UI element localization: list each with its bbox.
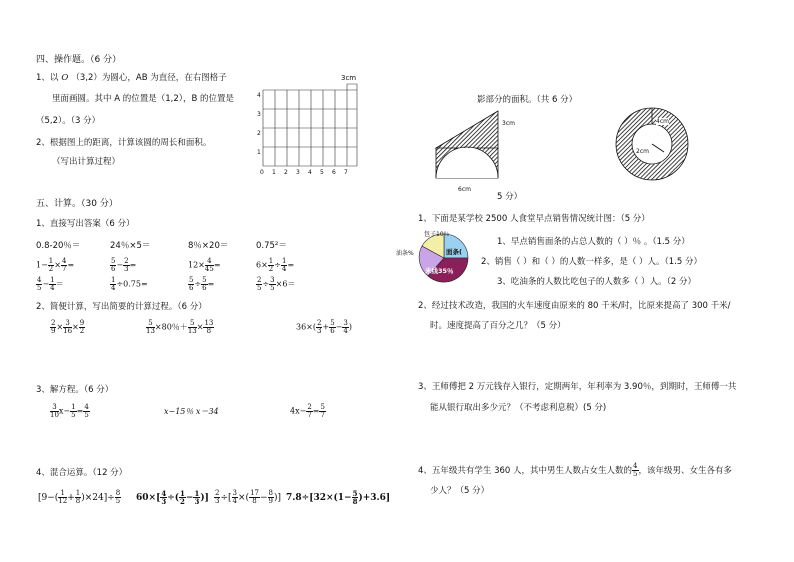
mixed-2: 60×[ $\frac{4}{3}$ ÷( $\frac{1}{2}$ − $\frac{1}{3}$ )] (136, 489, 209, 506)
calc-11: $\frac{5}{6}$ ÷ $\frac{5}{6}$ = (189, 276, 215, 292)
grid-y-axis (257, 86, 261, 162)
pie-label-baozi: 包子10％ (424, 231, 450, 238)
pie-sub2: 2、销售（ ）和（ ）的人数一样多，是（ ）人。（1.5 分） (481, 257, 702, 267)
calc-8-op: ÷ (274, 260, 281, 270)
calc-8: 6× $\frac{1}{2}$ ÷ $\frac{1}{4}$ = (256, 257, 295, 273)
mixed-4: 7.8÷[32×(1− $\frac{5}{8}$ )+3.6] (286, 489, 391, 506)
part2-title: 2、简便计算，写出简要的计算过程。（6 分） (36, 302, 207, 312)
q4-students-l2: 少人？（5 分） (430, 486, 490, 496)
ring-inner-label: 2cm (636, 148, 649, 155)
calc-6: $\frac{5}{6}$ − $\frac{2}{3}$ = (111, 257, 137, 273)
semicircle-label: 6cm (458, 186, 471, 193)
q4-text-b: ，该年级男、女生各有多 (638, 466, 733, 476)
q2-line1: 2、根据图上的距离，计算该圆的周长和面积。 (36, 138, 212, 148)
calc-3: 8％×20＝ (188, 241, 229, 251)
grid-scale-label: 3cm (341, 74, 357, 82)
grid-x-1: 1 (272, 169, 276, 176)
pie-sub1: 1、早点销售面条的占总人数的（ ）％ 。（1.5 分） (497, 237, 690, 247)
grid-y-2: 2 (257, 130, 261, 137)
simplify-3-pre: 36×( (296, 322, 317, 332)
calc-2: 24％×5＝ (110, 241, 151, 251)
q3-bank-l2: 能从银行取出多少元？（不考虑利息税）(5 分) (430, 403, 607, 413)
simplify-2: $\frac{5}{13}$ ×80％＋ $\frac{5}{13}$ × $\frac{13}{8}$ (146, 319, 214, 335)
grid-x-2: 2 (284, 169, 288, 176)
calc-8-eq: = (287, 260, 295, 270)
q1-prefix: 1、以 (36, 73, 59, 83)
pie-label-mian: 面条( (446, 248, 462, 256)
q2-speed-l2: 时。速度提高了百分之几？（5 分） (430, 321, 566, 331)
equation-2: x−15％ x＝34 (164, 407, 219, 416)
equation-3-pre: 4x− (290, 406, 307, 416)
grid-x-7: 7 (344, 169, 348, 176)
stray-score: 5 分） (497, 192, 523, 202)
calc-8-a: 6× (256, 260, 268, 270)
section5-title: 五、计算。（30 分） (36, 199, 118, 209)
grid-y-4: 4 (257, 92, 261, 99)
pie-label-youtiao: 油条% (396, 250, 414, 257)
calc-7: 12× $\frac{4}{45}$ = (188, 257, 221, 273)
q2-speed-l1: 2、经过技术改造，我国的火车速度由原来的 80 千米/时，比原来提高了 300 千米/ (418, 301, 731, 311)
part3-title: 3、解方程。（6 分） (36, 385, 114, 395)
trapezoid-label: 3cm (502, 120, 515, 127)
grid-x-6: 6 (332, 169, 336, 176)
grid-y-1: 1 (257, 149, 261, 156)
mixed-2-pre: 60× (136, 493, 157, 503)
calc-5-a: 1− (36, 260, 48, 270)
equation-1: $\frac{3}{10}$ x− $\frac{1}{5}$ = $\frac{4}{5}$ (50, 403, 89, 419)
shaded-area-title: 影部分的面积。（共 6 分） (477, 95, 578, 105)
grid-y-3: 3 (257, 111, 261, 118)
calc-9: $\frac{4}{5}$ − $\frac{1}{4}$ ＝ (37, 276, 64, 292)
q4-text-a: 4、五年级共有学生 360 人，其中男生人数占女生人数的 (418, 466, 633, 476)
part1-title: 1、直接写出答案（6 分） (36, 219, 135, 229)
grid-x-0: 0 (260, 169, 264, 176)
ring-outer-label: 4cm (656, 118, 669, 125)
calc-1: 0.8-20％＝ (36, 241, 81, 251)
coordinate-grid (255, 76, 365, 178)
calc-5-eq: = (67, 260, 75, 270)
q1-rest: （3,2）为圆心，AB 为直径，在右图格子 (71, 73, 227, 83)
mixed-4-pre: 7.8÷ (286, 493, 310, 503)
trapezoid-semicircle-figure (428, 103, 528, 198)
mixed-1: [9−( $\frac{1}{12}$ + $\frac{1}{8}$ )×24]÷ $\frac{8}{5}$ (38, 489, 121, 505)
part4-title: 4、混合运算。（12 分） (36, 468, 128, 478)
grid-x-5: 5 (320, 169, 324, 176)
q4-students-l1: 4、五年级共有学生 360 人，其中男生人数占女生人数的 $\frac{4}{5}$ ，该年级男、女生各有多 (418, 462, 733, 478)
ring-figure (612, 104, 692, 184)
calc-5: 1− $\frac{1}{2}$ × $\frac{4}{7}$ = (36, 257, 75, 273)
q1-line3: （5,2）。（3 分） (36, 116, 101, 126)
calc-10: $\frac{1}{4}$ ÷0.75= (111, 276, 148, 292)
pie-label-mixian: 米线35％ (425, 267, 454, 275)
grid-x-3: 3 (296, 169, 300, 176)
q1-line2: 里面画圆。其中 A 的位置是（1,2），B 的位置是 (52, 94, 235, 104)
q1-center-o: O (61, 73, 69, 83)
pie-sub3: 3、吃油条的人数比吃包子的人数多（ ）人。（2 分） (497, 277, 696, 287)
section4-title: 四、操作题。（6 分） (36, 55, 122, 65)
calc-12: $\frac{2}{5}$ ÷ $\frac{3}{5}$ ×6＝ (257, 276, 296, 292)
calc-7-a: 12× (188, 260, 205, 270)
equation-3: 4x− $\frac{2}{7}$ = $\frac{5}{7}$ (290, 403, 325, 419)
pie-question: 1、下面是某学校 2500 人食堂早点销售情况统计图：（5 分） (418, 214, 650, 224)
q2-line2: （写出计算过程） (52, 157, 121, 167)
grid-x-4: 4 (308, 169, 312, 176)
mixed-3: $\frac{2}{3}$ ÷[ $\frac{3}{4}$ ×( $\frac{17}{8}$ − $\frac{8}{9}$ )] (215, 489, 282, 505)
simplify-2-mid: ×80％＋ (154, 322, 188, 332)
calc-6-eq: = (129, 260, 137, 270)
simplify-3: 36×( $\frac{2}{3}$ + $\frac{5}{6}$ − $\frac{3}{4}$ ) (296, 319, 352, 335)
calc-4: 0.75²＝ (256, 241, 287, 251)
q1-line1 (36, 73, 227, 83)
simplify-1: $\frac{2}{9}$ × $\frac{3}{16}$ × $\frac{9}{2}$ (51, 319, 85, 335)
q3-bank-l1: 3、王师傅把 2 万元钱存入银行，定期两年，年利率为 3.90％，到期时，王师傅一共 (418, 382, 737, 392)
